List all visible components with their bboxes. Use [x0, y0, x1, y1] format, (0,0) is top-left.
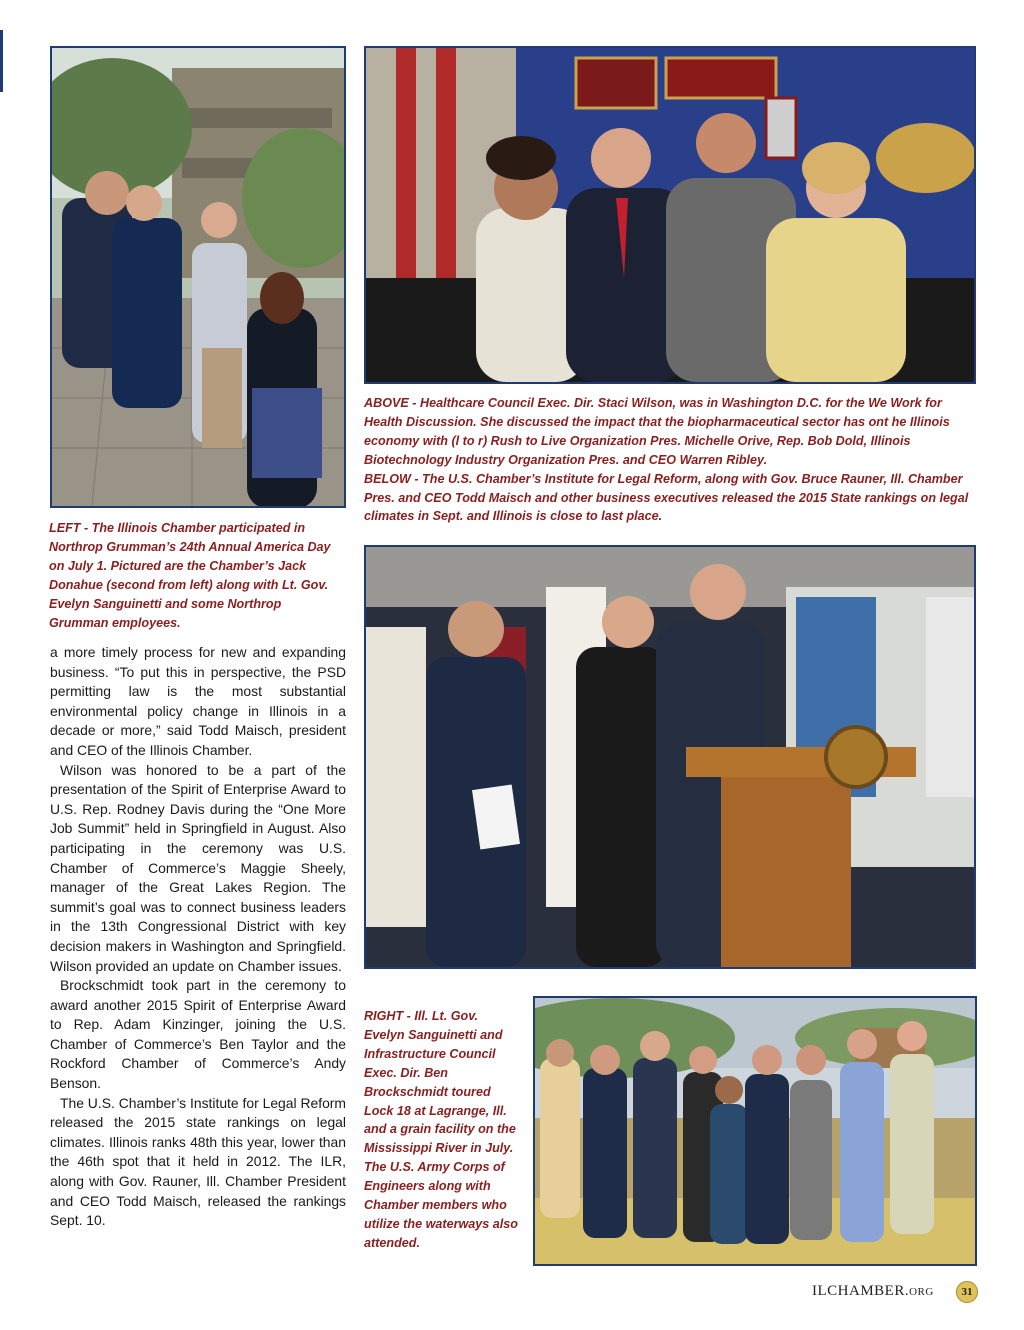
photo-press-conference-image — [366, 547, 974, 967]
caption-right-text: RIGHT - Ill. Lt. Gov. Evelyn Sanguinetti and Infrastructure Council Exec. Dir. Ben Brockschmidt toured Lock 18 at Lagrange, Ill. and a grain facility on the Mississippi River in July. The U.S. Army Corps of Engineers along with Chamber members who utilize the waterways also attended. — [364, 1009, 518, 1250]
page-number-badge: 31 — [956, 1281, 978, 1303]
article-body — [50, 643, 346, 1231]
article-paragraph-2: Wilson was honored to be a part of the presentation of the Spirit of Enterprise Award to U.S. Rep. Rodney Davis during the “One More Job Summit” held in Springfield in August. Also participating in the ceremony was U.S. Chamber of Commerce’s Maggie Sheely, manager of the Great Lakes Region. The summit’s goal was to connect business leaders in the 13th Congressional District with key decision makers in Washington and Springfield. Wilson provided an update on Chamber issues. — [50, 761, 346, 974]
article-paragraph-4: The U.S. Chamber’s Institute for Legal Reform released the 2015 state rankings on legal climates. Illinois ranks 48th this year, lower than the 46th spot that it held in 2012. The ILR, along with Gov. Rauner, Ill. Chamber President and CEO Todd Maisch, released the rankings Sept. 10. — [50, 1094, 346, 1229]
photo-northrop-grumman-day-image — [52, 48, 344, 506]
article-paragraph-3: Brockschmidt took part in the ceremony to award another 2015 Spirit of Enterprise Award to Rep. Adam Kinzinger, joining the U.S. Chamber of Commerce’s Ben Taylor and the Rockford Chamber of Commerce’s Andy Benson. — [50, 977, 346, 1092]
photo-northrop-grumman-day — [50, 46, 346, 508]
footer-site-suffix: ORG — [909, 1286, 934, 1298]
footer-site-main: ILCHAMBER. — [812, 1283, 910, 1299]
photo-lock-18-image — [535, 998, 975, 1264]
edge-accent-bar — [0, 30, 3, 92]
caption-left-text: LEFT - The Illinois Chamber participated in Northrop Grumman’s 24th Annual America Day on July 1. Pictured are the Chamber’s Jack Donahue (second from left) along with Lt. Gov. Evelyn Sanguinetti and some Northrop Grumman employees. — [49, 521, 331, 630]
footer-website — [812, 1283, 934, 1300]
photo-washington-we-work-for-health — [364, 46, 976, 384]
photo-washington-image — [366, 48, 974, 382]
caption-above-below — [364, 394, 976, 526]
caption-left — [49, 519, 339, 632]
caption-right — [364, 1007, 522, 1253]
caption-above-text: ABOVE - Healthcare Council Exec. Dir. Staci Wilson, was in Washington D.C. for the We Work for Health Discussion. She discussed the impact that the biopharmaceutical sector has ont he Illinois economy with (l to r) Rush to Live Organization Pres. Michelle Orive, Rep. Bob Dold, Illinois Biotechnology Industry Organization Pres. and CEO Warren Ribley. — [364, 396, 950, 467]
article-paragraph-1: a more timely process for new and expanding business. “To put this in perspective, the PSD permitting law is the most substantial environmental policy change in Illinois in a decade or more,” said Todd Maisch, president and CEO of the Illinois Chamber. — [50, 644, 346, 758]
photo-lock-18-tour — [533, 996, 977, 1266]
caption-below-text: BELOW - The U.S. Chamber’s Institute for Legal Reform, along with Gov. Bruce Rauner, Ill. Chamber Pres. and CEO Todd Maisch and other business executives released the 2015 State rankings on legal climates in Sept. and Illinois is close to last place. — [364, 471, 969, 524]
photo-legal-reform-press-conference — [364, 545, 976, 969]
